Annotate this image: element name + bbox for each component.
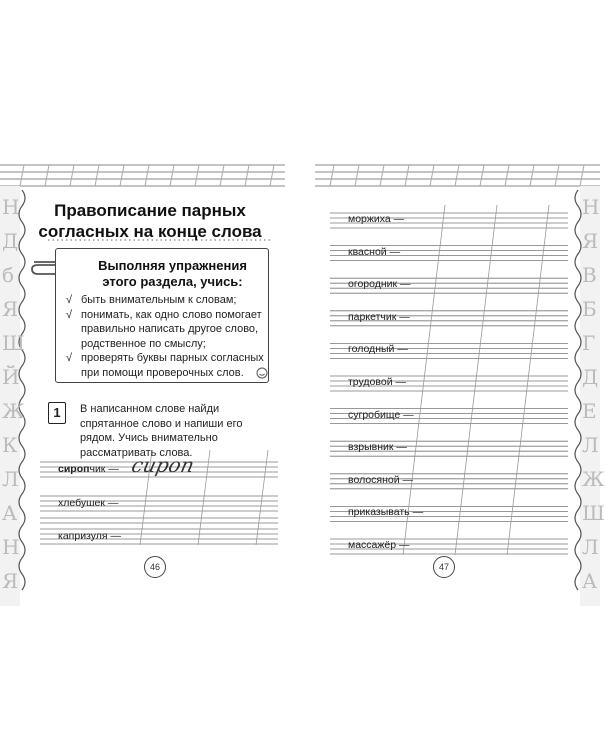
margin-letter: Н <box>2 195 20 219</box>
margin-letter: Н <box>582 195 600 219</box>
page-number-left: 46 <box>144 556 166 578</box>
rule-item-text: понимать, как одно слово помогает правильно написать другое слово, родственное по смыслу; <box>81 308 262 350</box>
margin-letter: Й <box>2 365 20 389</box>
margin-letter: Ш <box>582 501 605 525</box>
right-word-item: квасной — <box>348 245 401 258</box>
exercise-word: капризуля — <box>58 530 121 542</box>
left-header-slashes <box>20 165 274 186</box>
right-header-slashes <box>330 165 584 186</box>
margin-letter: б <box>2 263 15 287</box>
right-word-item: волосяной — <box>348 473 414 486</box>
check-icon: √ <box>66 294 73 306</box>
margin-letter: Я <box>2 297 19 321</box>
check-icon: √ <box>66 308 73 321</box>
right-word-item: приказывать — <box>348 506 424 519</box>
example-word-rest: чик — <box>89 463 119 475</box>
exercise-word: хлебушек — <box>58 497 119 509</box>
right-word-item: огородник — <box>348 278 411 291</box>
margin-letter: Д <box>2 229 19 253</box>
margin-letter: А <box>2 501 18 525</box>
rule-item <box>66 308 266 352</box>
page-number-right: 47 <box>433 556 455 578</box>
exercise-instruction: В написанном слове найди спрятанное слово и напиши его рядом. Учись внимательно рассматривать слова. <box>80 403 243 459</box>
margin-letter: Н <box>2 535 20 559</box>
title-line-1: Правописание парных <box>54 201 246 220</box>
margin-letter: Е <box>582 399 597 423</box>
rule-item-text: проверять буквы парных согласных при помощи проверочных слов. <box>81 352 264 379</box>
right-word-item: массажёр — <box>348 539 410 551</box>
rule-item-text: быть внимательным к словам; <box>81 294 237 306</box>
right-slant-lines <box>403 205 549 555</box>
margin-letter: Ж <box>582 467 605 491</box>
rule-title: Выполняя упражнения этого раздела, учись: <box>98 258 247 289</box>
left-header-stripe <box>0 165 285 186</box>
margin-letter: К <box>2 433 18 457</box>
page-title <box>0 200 300 242</box>
margin-letter: Л <box>582 433 599 457</box>
right-word-item: сугробище — <box>348 408 414 421</box>
right-word-item: моржиха — <box>348 213 405 225</box>
right-word-item: голодный — <box>348 343 408 356</box>
margin-letter: Л <box>2 467 19 491</box>
margin-letter: Б <box>582 297 597 321</box>
right-word-item: паркетчик — <box>348 310 410 323</box>
margin-letter: Я <box>582 229 599 253</box>
example-word-hidden: сироп <box>58 463 90 475</box>
example-answer-handwriting: сироп <box>129 453 197 477</box>
check-icon: √ <box>66 352 73 364</box>
right-word-item: трудовой — <box>348 376 406 388</box>
margin-letter: Ж <box>2 399 25 423</box>
rule-item <box>66 293 266 308</box>
margin-letter: Я <box>2 569 19 593</box>
margin-letter: А <box>582 569 598 593</box>
margin-letter: Г <box>582 331 596 355</box>
smiley-icon <box>255 366 269 380</box>
title-line-2: согласных на конце слова <box>38 222 262 241</box>
exercise-number: 1 <box>48 402 66 424</box>
rule-item <box>66 351 266 380</box>
margin-letter: Д <box>582 365 599 389</box>
margin-letter: В <box>582 263 597 287</box>
rule-list <box>66 293 266 380</box>
example-word <box>58 463 119 475</box>
margin-letter: Л <box>582 535 599 559</box>
right-word-item: взрывник — <box>348 441 407 454</box>
margin-letter: Ш <box>2 331 25 355</box>
